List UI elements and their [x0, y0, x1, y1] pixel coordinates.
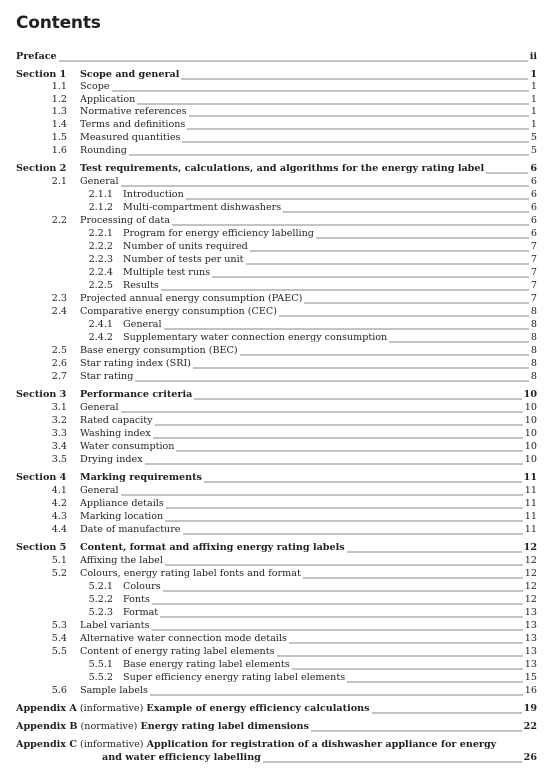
toc-row[interactable] [0, 568, 554, 580]
toc-entry-title: Test requirements, calculations, and algorithms for the energy rating label [80, 163, 485, 174]
dot-leader [316, 228, 529, 240]
toc-entry-title: Supplementary water connection energy consumption [123, 332, 388, 343]
appendix-status: (informative) [76, 703, 147, 714]
toc-entry-number: 5.5.2 [88, 672, 113, 683]
toc-entry-title: Content, format and affixing energy rating labels [80, 542, 345, 553]
toc-row[interactable] [0, 202, 554, 214]
toc-row[interactable] [0, 454, 554, 466]
toc-page-number: 10 [524, 415, 537, 426]
appendix-status: (normative) [77, 721, 141, 732]
toc-page-number: 1 [530, 94, 537, 105]
toc-entry-number: 1.3 [51, 106, 67, 117]
toc-page-number: 1 [530, 106, 537, 117]
toc-entry-title: Alternative water connection mode details [80, 633, 287, 644]
toc-entry-title: Comparative energy consumption (CEC) [80, 306, 277, 317]
toc-page-number: 8 [530, 358, 537, 369]
dot-leader [187, 119, 529, 131]
dot-leader [165, 511, 523, 523]
dot-leader [165, 555, 523, 567]
toc-row[interactable] [0, 659, 554, 671]
toc-section-row[interactable] [0, 542, 554, 554]
toc-entry-title: Rated capacity [80, 415, 153, 426]
dot-leader [161, 280, 529, 292]
toc-row[interactable] [0, 581, 554, 593]
dot-leader [240, 345, 529, 357]
dot-leader [212, 267, 529, 279]
toc-page-number: 7 [530, 293, 537, 304]
toc-row[interactable] [0, 132, 554, 144]
toc-entry-title: Sample labels [80, 685, 148, 696]
toc-entry-number: 5.6 [51, 685, 67, 696]
toc-entry-number: 2.4 [51, 306, 67, 317]
dot-leader [59, 51, 528, 63]
toc-entry-title: Water consumption [80, 441, 175, 452]
toc-page-number: 13 [524, 633, 537, 644]
toc-entry-title: Fonts [123, 594, 150, 605]
toc-entry-number: 4.4 [51, 524, 67, 535]
toc-page-number: 6 [530, 189, 537, 200]
dot-leader [194, 389, 521, 401]
toc-page-number: 10 [524, 428, 537, 439]
toc-entry-number: 5.5.1 [88, 659, 113, 670]
toc-entry-title: Drying index [80, 454, 143, 465]
dot-leader [135, 371, 529, 383]
toc-appendix-row[interactable] [0, 739, 554, 751]
toc-entry-title: Performance criteria [80, 389, 193, 400]
dot-leader [263, 752, 522, 764]
toc-page-number: 12 [524, 581, 537, 592]
toc-row[interactable] [0, 511, 554, 523]
toc-entry-title: Number of units required [123, 241, 248, 252]
dot-leader [183, 524, 523, 536]
toc-entry-number: 5.2 [51, 568, 67, 579]
toc-entry-title: Super efficiency energy rating label elements [123, 672, 346, 683]
toc-row[interactable] [0, 106, 554, 118]
dot-leader [121, 485, 523, 497]
toc-entry-title: Date of manufacture [80, 524, 181, 535]
toc-entry-number: 5.1 [51, 555, 67, 566]
appendix-title: Application for registration of a dishwasher appliance for energy [146, 739, 497, 750]
toc-row[interactable] [0, 620, 554, 632]
dot-leader [186, 189, 529, 201]
toc-page-number: 12 [524, 594, 537, 605]
toc-row[interactable] [0, 319, 554, 331]
toc-section-row[interactable] [0, 69, 554, 81]
toc-entry-number: 2.2.1 [88, 228, 113, 239]
toc-entry-number: 2.3 [51, 293, 67, 304]
toc-entry-number: 4.3 [51, 511, 67, 522]
appendix-label: Appendix B [16, 721, 78, 732]
toc-row[interactable] [0, 293, 554, 305]
toc-entry-number: 5.5 [51, 646, 67, 657]
toc-entry-number: Section 2 [16, 163, 67, 174]
toc-page-number: 8 [530, 319, 537, 330]
dot-leader [152, 620, 523, 632]
toc-entry-title: Colours, energy rating label fonts and format [80, 568, 301, 579]
toc-row[interactable] [0, 402, 554, 414]
toc-row[interactable] [0, 498, 554, 510]
toc-row[interactable] [0, 94, 554, 106]
toc-entry-number: 1.4 [51, 119, 67, 130]
toc-row[interactable] [0, 555, 554, 567]
appendix-label: Appendix A [16, 703, 77, 714]
toc-entry-title: Affixing the label [80, 555, 163, 566]
toc-page-number: 6 [530, 228, 537, 239]
toc-entry-title: Marking requirements [80, 472, 202, 483]
toc-page-number: 12 [524, 568, 537, 579]
toc-entry-title: Application [80, 94, 136, 105]
toc-entry-number: 2.2.3 [88, 254, 113, 265]
toc-appendix-row[interactable] [0, 752, 554, 764]
toc-entry-title: Label variants [80, 620, 150, 631]
toc-row[interactable] [0, 371, 554, 383]
dot-leader [129, 145, 529, 157]
toc-row[interactable] [0, 241, 554, 253]
dot-leader [121, 176, 529, 188]
toc-page-number: 1 [530, 81, 537, 92]
toc-entry-number: 5.3 [51, 620, 67, 631]
toc-entry-number: 1.2 [51, 94, 67, 105]
dot-leader [172, 215, 529, 227]
toc-row[interactable] [0, 646, 554, 658]
toc-row[interactable] [0, 441, 554, 453]
toc-entry-number: Section 4 [16, 472, 67, 483]
toc-entry-number: 2.1.2 [88, 202, 113, 213]
dot-leader [486, 163, 528, 175]
toc-entry-number: 3.2 [51, 415, 67, 426]
toc-section-row[interactable] [0, 163, 554, 175]
dot-leader [160, 607, 523, 619]
dot-leader [152, 594, 523, 606]
toc-page-number: 7 [530, 254, 537, 265]
toc-page-number: 6 [530, 202, 537, 213]
dot-leader [182, 132, 528, 144]
dot-leader [155, 415, 523, 427]
toc-row[interactable] [0, 267, 554, 279]
page-title: Contents [16, 13, 101, 33]
toc-row[interactable] [0, 176, 554, 188]
appendix-label: Appendix C [16, 739, 77, 750]
dot-leader [246, 254, 529, 266]
toc-entry-number: 2.2 [51, 215, 67, 226]
dot-leader [145, 454, 523, 466]
toc-entry-title: Base energy rating label elements [123, 659, 290, 670]
toc-page-number: 8 [530, 306, 537, 317]
toc-row[interactable] [0, 228, 554, 240]
toc-entry-number: 3.1 [51, 402, 67, 413]
toc-page-number: 12 [523, 542, 537, 553]
toc-page-number: 6 [530, 176, 537, 187]
toc-entry-number: 5.2.2 [88, 594, 113, 605]
toc-entry-title: Number of tests per unit [123, 254, 244, 265]
toc-entry-title: Projected annual energy consumption (PAEC) [80, 293, 303, 304]
toc-entry-title: and water efficiency labelling [102, 752, 261, 763]
toc-entry-title: Terms and definitions [80, 119, 186, 130]
toc-entry-number: 2.2.5 [88, 280, 113, 291]
toc-entry-title [16, 721, 310, 733]
toc-row[interactable] [0, 254, 554, 266]
toc-page-number: 6 [530, 215, 537, 226]
dot-leader [193, 358, 529, 370]
toc-page-number: 11 [524, 524, 537, 535]
dot-leader [303, 568, 523, 580]
toc-page-number: 16 [524, 685, 537, 696]
toc-row[interactable] [0, 685, 554, 697]
toc-entry-title: Program for energy efficiency labelling [123, 228, 314, 239]
toc-entry-title: Washing index [80, 428, 151, 439]
dot-leader [112, 81, 529, 93]
toc-page-number: 7 [530, 267, 537, 278]
toc-page-number: 5 [530, 132, 537, 143]
toc-row[interactable] [0, 672, 554, 684]
toc-page-number: 5 [530, 145, 537, 156]
toc-page-number: 6 [530, 163, 537, 174]
toc-row[interactable] [0, 81, 554, 93]
toc-entry-number: 4.1 [51, 485, 67, 496]
toc-entry-number: 1.6 [51, 145, 67, 156]
toc-row[interactable] [0, 607, 554, 619]
toc-page-number: ii [529, 51, 537, 62]
toc-page-number: 12 [524, 555, 537, 566]
toc-entry-number: 2.1 [51, 176, 67, 187]
toc-entry-number: Section 5 [16, 542, 67, 553]
toc-entry-title: Star rating [80, 371, 134, 382]
toc-entry-title: General [80, 176, 119, 187]
toc-page-number: 22 [523, 721, 537, 732]
dot-leader [166, 498, 523, 510]
toc-entry-title: Format [123, 607, 159, 618]
toc-entry-title: Content of energy rating label elements [80, 646, 275, 657]
toc-page-number: 8 [530, 332, 537, 343]
toc-row[interactable] [0, 485, 554, 497]
toc-entry-title: Rounding [80, 145, 127, 156]
toc-page-number: 10 [523, 389, 537, 400]
toc-entry-title [16, 703, 371, 715]
toc-page-number: 7 [530, 280, 537, 291]
toc-page-number: 11 [524, 498, 537, 509]
dot-leader [311, 721, 522, 733]
toc-row[interactable] [0, 189, 554, 201]
toc-entry-title: Normative references [80, 106, 187, 117]
toc-entry-title: Star rating index (SRI) [80, 358, 191, 369]
dot-leader [176, 441, 522, 453]
toc-entry-number: 4.2 [51, 498, 67, 509]
toc-page-number: 15 [524, 672, 537, 683]
toc-page-number: 11 [524, 485, 537, 496]
toc-entry-number: 1.5 [51, 132, 67, 143]
toc-entry-number: 2.6 [51, 358, 67, 369]
toc-row[interactable] [0, 119, 554, 131]
toc-page-number: 13 [524, 607, 537, 618]
dot-leader [389, 332, 529, 344]
toc-row[interactable] [0, 633, 554, 645]
toc-page-number: 13 [524, 620, 537, 631]
toc-section-row[interactable] [0, 472, 554, 484]
toc-row[interactable] [0, 415, 554, 427]
toc-page-number: 1 [530, 119, 537, 130]
toc-entry-title: Base energy consumption (BEC) [80, 345, 238, 356]
toc-entry-title: Processing of data [80, 215, 170, 226]
toc-page-number: 8 [530, 345, 537, 356]
toc-entry-title [16, 739, 497, 751]
appendix-title: Energy rating label dimensions [140, 721, 309, 732]
dot-leader [279, 306, 529, 318]
toc-appendix-row[interactable] [0, 721, 554, 733]
dot-leader [121, 402, 523, 414]
toc-page-number: 1 [530, 69, 537, 80]
dot-leader [250, 241, 529, 253]
toc-row[interactable] [0, 51, 554, 63]
toc-row[interactable] [0, 280, 554, 292]
toc-entry-title: Results [123, 280, 159, 291]
toc-entry-number: Section 3 [16, 389, 67, 400]
toc-row[interactable] [0, 428, 554, 440]
appendix-status: (informative) [77, 739, 147, 750]
toc-row[interactable] [0, 358, 554, 370]
dot-leader [153, 428, 523, 440]
dot-leader [137, 94, 529, 106]
toc-entry-number: 3.4 [51, 441, 67, 452]
toc-page-number: 10 [524, 402, 537, 413]
toc-appendix-row[interactable] [0, 703, 554, 715]
toc-page-number: 26 [523, 752, 537, 763]
dot-leader [304, 293, 529, 305]
toc-entry-title: General [123, 319, 162, 330]
toc-page-number: 13 [524, 659, 537, 670]
toc-entry-number: 2.5 [51, 345, 67, 356]
toc-page-number: 11 [523, 472, 537, 483]
toc-page-number: 10 [524, 441, 537, 452]
toc-entry-number: 2.2.2 [88, 241, 113, 252]
toc-entry-number: 5.2.3 [88, 607, 113, 618]
dot-leader [277, 646, 523, 658]
dot-leader [347, 672, 523, 684]
toc-row[interactable] [0, 306, 554, 318]
toc-entry-title: General [80, 485, 119, 496]
toc-entry-number: 2.7 [51, 371, 67, 382]
toc-entry-title: Preface [16, 51, 57, 62]
dot-leader [289, 633, 523, 645]
toc-entry-number: 2.2.4 [88, 267, 113, 278]
dot-leader [347, 542, 522, 554]
toc-row[interactable] [0, 145, 554, 157]
toc-page-number: 13 [524, 646, 537, 657]
toc-entry-title: Introduction [123, 189, 184, 200]
toc-row[interactable] [0, 594, 554, 606]
toc-entry-title: Multiple test runs [123, 267, 211, 278]
toc-entry-number: 3.3 [51, 428, 67, 439]
toc-page-number: 7 [530, 241, 537, 252]
appendix-title: Example of energy efficiency calculations [146, 703, 370, 714]
toc-entry-title: Measured quantities [80, 132, 181, 143]
dot-leader [164, 319, 529, 331]
toc-entry-number: 5.4 [51, 633, 67, 644]
toc-entry-number: 2.4.1 [88, 319, 113, 330]
toc-page-number: 8 [530, 371, 537, 382]
toc-entry-title: Scope and general [80, 69, 180, 80]
toc-entry-title: Marking location [80, 511, 164, 522]
dot-leader [283, 202, 529, 214]
toc-page-number: 19 [523, 703, 537, 714]
dot-leader [163, 581, 523, 593]
toc-entry-number: 5.2.1 [88, 581, 113, 592]
toc-entry-number: 3.5 [51, 454, 67, 465]
dot-leader [189, 106, 529, 118]
toc-entry-number: Section 1 [16, 69, 67, 80]
toc-row[interactable] [0, 345, 554, 357]
dot-leader [204, 472, 522, 484]
toc-row[interactable] [0, 332, 554, 344]
toc-entry-number: 2.1.1 [88, 189, 113, 200]
toc-entry-title: Multi-compartment dishwashers [123, 202, 282, 213]
toc-entry-title: General [80, 402, 119, 413]
toc-entry-number: 1.1 [51, 81, 67, 92]
toc-section-row[interactable] [0, 389, 554, 401]
toc-page-number: 10 [524, 454, 537, 465]
dot-leader [150, 685, 523, 697]
toc-entry-title: Appliance details [80, 498, 164, 509]
toc-entry-number: 2.4.2 [88, 332, 113, 343]
toc-row[interactable] [0, 215, 554, 227]
toc-entry-title: Scope [80, 81, 110, 92]
dot-leader [181, 69, 528, 81]
dot-leader [372, 703, 522, 715]
toc-page-number: 11 [524, 511, 537, 522]
dot-leader [292, 659, 523, 671]
toc-entry-title: Colours [123, 581, 161, 592]
toc-row[interactable] [0, 524, 554, 536]
